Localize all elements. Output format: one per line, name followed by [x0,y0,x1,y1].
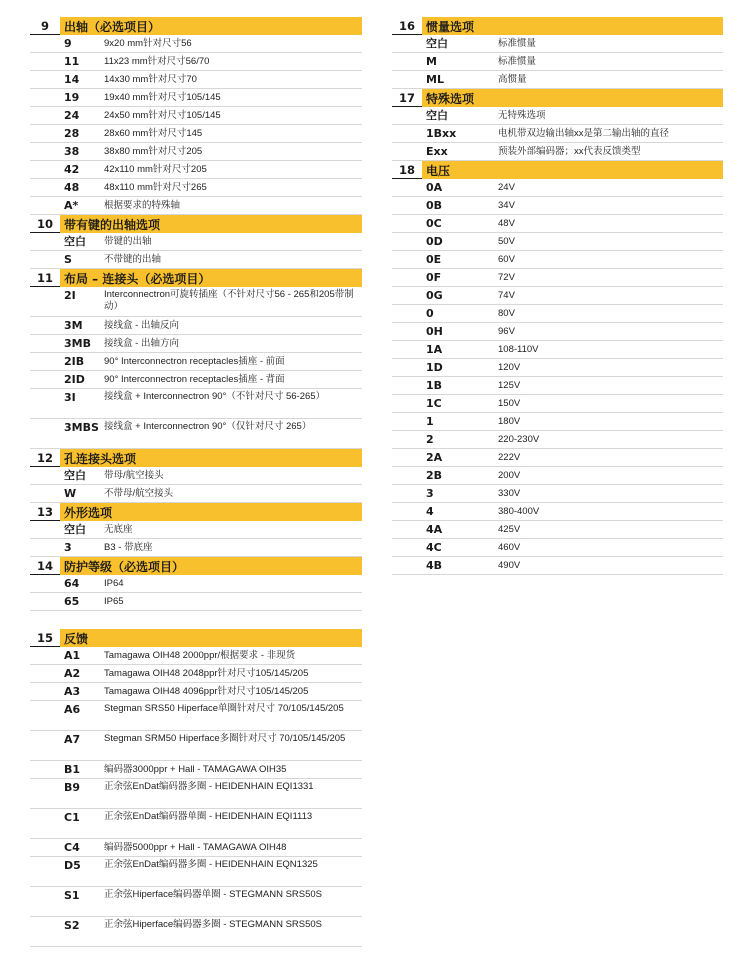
section-title: 出轴（必选项目） [60,17,362,35]
option-code: 0E [426,252,442,266]
section-10 [30,215,362,269]
option-description: 24x50 mm针对尺寸105/145 [104,109,221,121]
option-description: 34V [498,199,515,211]
option-row [30,857,362,887]
option-description: 19x40 mm针对尺寸105/145 [104,91,221,103]
option-row [392,431,723,449]
option-row [30,419,362,449]
option-row [30,917,362,947]
option-code: D5 [64,859,81,872]
option-row [30,371,362,389]
option-description: 74V [498,289,515,301]
section-number: 15 [30,629,60,647]
option-code: 空白 [64,468,86,482]
option-description: B3 - 带底座 [104,541,153,553]
option-row [392,35,723,53]
option-row [392,395,723,413]
option-code: 14 [64,72,80,86]
option-row [30,779,362,809]
section-number: 17 [392,89,422,107]
option-code: 2ID [64,372,85,386]
option-description: 标准惯量 [498,55,537,67]
option-code: 4B [426,558,443,572]
option-description: 90° Interconnectron receptacles插座 - 前面 [104,355,285,367]
option-description: Stegman SRM50 Hiperface多圈针对尺寸 70/105/145/205 [104,733,346,744]
option-row [30,593,362,611]
option-row [392,215,723,233]
section-title: 反馈 [60,629,362,647]
option-description: 预装外部编码器；xx代表反馈类型 [498,145,641,157]
option-description: 无底座 [104,523,133,535]
option-code: W [64,486,77,500]
option-row [30,353,362,371]
option-code: 空白 [426,108,448,122]
option-description: Tamagawa OIH48 4096ppr针对尺寸105/145/205 [104,685,309,697]
section-title: 孔连接头选项 [60,449,362,467]
option-row [30,233,362,251]
option-row [30,71,362,89]
option-description: 80V [498,307,515,319]
option-code: 2 [426,432,434,446]
option-code: 48 [64,180,80,194]
option-description: IP65 [104,595,124,607]
option-row [392,305,723,323]
section-header [30,215,362,233]
option-description: 108-110V [498,343,539,355]
option-code: 空白 [64,522,86,536]
option-description: 60V [498,253,515,265]
option-code: 42 [64,162,80,176]
option-description: 120V [498,361,521,373]
option-code: A1 [64,648,81,662]
option-description: 180V [498,415,521,427]
section-header [30,269,362,287]
option-row [392,539,723,557]
option-code: 3MB [64,336,91,350]
option-description: 带母/航空接头 [104,469,164,481]
option-description: 编码器5000ppr + Hall - TAMAGAWA OIH48 [104,841,287,853]
option-description: 标准惯量 [498,37,537,49]
option-row [392,287,723,305]
section-header [30,557,362,575]
option-row [30,887,362,917]
option-description: 28x60 mm针对尺寸145 [104,127,203,139]
section-number: 9 [30,17,60,35]
option-code: 0 [426,306,434,320]
option-code: 38 [64,144,80,158]
option-row [392,53,723,71]
option-code: M [426,54,437,68]
option-description: 330V [498,487,521,499]
option-description: 42x110 mm针对尺寸205 [104,163,207,175]
option-description: 高惯量 [498,73,527,85]
option-code: 0F [426,270,442,284]
option-row [30,467,362,485]
option-code: S [64,252,72,266]
option-description: 220-230V [498,433,540,445]
option-description: 9x20 mm针对尺寸56 [104,37,192,49]
option-code: ML [426,72,444,86]
option-code: C4 [64,840,80,854]
option-row [392,125,723,143]
section-number: 16 [392,17,422,35]
option-code: Exx [426,144,448,158]
option-description: 14x30 mm针对尺寸70 [104,73,197,85]
option-row [30,143,362,161]
option-description: 正余弦EnDat编码器多圈 - HEIDENHAIN EQN1325 [104,859,318,870]
option-description: 电机带双边输出轴xx是第二输出轴的直径 [498,127,670,139]
option-row [392,233,723,251]
option-description: 正余弦EnDat编码器多圈 - HEIDENHAIN EQI1331 [104,781,314,792]
option-code: C1 [64,811,80,824]
right-column [392,17,723,575]
option-row [392,413,723,431]
option-row [30,389,362,419]
option-description: 接线盒 + Interconnectron 90°（仅针对尺寸 265） [104,421,312,432]
option-row [30,575,362,593]
section-number: 14 [30,557,60,575]
option-row [30,701,362,731]
option-description: 编码器3000ppr + Hall - TAMAGAWA OIH35 [104,763,287,775]
option-description: 11x23 mm针对尺寸56/70 [104,55,210,67]
option-code: 1Bxx [426,126,457,140]
option-row [392,107,723,125]
option-description: 接线盒 + Interconnectron 90°（不针对尺寸 56-265） [104,391,326,402]
option-row [392,323,723,341]
option-row [30,647,362,665]
section-number: 13 [30,503,60,521]
section-title: 带有键的出轴选项 [60,215,362,233]
option-row [392,359,723,377]
option-row [392,467,723,485]
option-row [392,377,723,395]
option-row [30,107,362,125]
section-11 [30,269,362,449]
option-description: 125V [498,379,521,391]
section-header [30,503,362,521]
section-header [30,629,362,647]
option-row [30,197,362,215]
section-title: 特殊选项 [422,89,723,107]
option-row [392,179,723,197]
option-code: 65 [64,594,80,608]
option-code: 0D [426,234,443,248]
option-code: 4C [426,540,442,554]
section-number: 18 [392,161,422,179]
option-description: 150V [498,397,521,409]
option-description: 460V [498,541,521,553]
option-row [30,665,362,683]
option-code: 28 [64,126,80,140]
option-row [392,251,723,269]
option-code: 2IB [64,354,85,368]
section-12 [30,449,362,503]
option-description: 带键的出轴 [104,235,152,247]
section-header [30,17,362,35]
option-row [392,197,723,215]
option-code: 2I [64,289,76,302]
option-code: 3I [64,391,76,404]
option-code: 空白 [426,36,448,50]
option-row [30,809,362,839]
option-row [30,89,362,107]
section-18 [392,161,723,575]
section-number: 11 [30,269,60,287]
option-description: 222V [498,451,521,463]
option-row [30,839,362,857]
option-code: A* [64,198,79,212]
option-code: 11 [64,54,80,68]
option-description: Interconnectron可旋转插座（不针对尺寸56 - 265和205带制动） [104,289,354,312]
section-title: 外形选项 [60,503,362,521]
option-description: 正余弦EnDat编码器单圈 - HEIDENHAIN EQI1113 [104,811,313,822]
section-number: 10 [30,215,60,233]
section-title: 惯量选项 [422,17,723,35]
section-13 [30,503,362,557]
option-row [30,485,362,503]
option-code: 2A [426,450,443,464]
option-row [30,317,362,335]
option-code: 1 [426,414,434,428]
option-code: B9 [64,781,81,794]
option-description: 380-400V [498,505,540,517]
option-row [392,503,723,521]
option-description: 50V [498,235,515,247]
section-header [30,449,362,467]
option-code: 3 [426,486,434,500]
option-description: 72V [498,271,515,283]
section-9 [30,17,362,215]
section-title: 布局 – 连接头（必选项目） [60,269,362,287]
option-row [30,53,362,71]
option-code: S1 [64,889,80,902]
option-code: 0G [426,288,443,302]
section-header [392,89,723,107]
option-row [30,161,362,179]
option-description: 490V [498,559,521,571]
option-code: 9 [64,36,72,50]
option-code: A6 [64,703,81,716]
option-description: Tamagawa OIH48 2048ppr针对尺寸105/145/205 [104,667,309,679]
option-row [30,125,362,143]
option-description: 无特殊选项 [498,109,546,121]
option-description: 正余弦Hiperface编码器多圈 - STEGMANN SRS50S [104,919,323,930]
option-code: 3MBS [64,421,99,434]
option-code: 0H [426,324,443,338]
option-code: 1A [426,342,443,356]
section-title: 电压 [422,161,723,179]
option-description: 96V [498,325,515,337]
option-row [30,731,362,761]
option-code: 3 [64,540,72,554]
option-code: 19 [64,90,80,104]
section-header [392,161,723,179]
option-description: 200V [498,469,521,481]
section-15 [30,629,362,947]
section-number: 12 [30,449,60,467]
option-description: 根据要求的特殊轴 [104,199,181,211]
option-code: A3 [64,684,81,698]
option-code: 0B [426,198,443,212]
option-description: 不带母/航空接头 [104,487,174,499]
option-description: IP64 [104,577,124,589]
option-row [392,485,723,503]
left-column [30,17,362,611]
option-description: 24V [498,181,515,193]
option-row [392,71,723,89]
option-code: 0C [426,216,442,230]
option-row [30,539,362,557]
section-title: 防护等级（必选项目） [60,557,362,575]
option-description: 48V [498,217,515,229]
feedback-column [30,629,362,947]
option-code: S2 [64,919,80,932]
option-row [30,179,362,197]
option-row [392,557,723,575]
option-row [30,287,362,317]
option-code: 4A [426,522,443,536]
option-description: 接线盒 - 出轴反向 [104,319,179,331]
section-16 [392,17,723,89]
option-row [392,269,723,287]
option-code: 4 [426,504,434,518]
option-code: 3M [64,318,83,332]
option-code: 24 [64,108,80,122]
option-code: A2 [64,666,81,680]
option-row [392,341,723,359]
option-description: 48x110 mm针对尺寸265 [104,181,207,193]
section-header [392,17,723,35]
option-row [30,335,362,353]
option-code: B1 [64,762,81,776]
option-row [30,683,362,701]
option-row [392,449,723,467]
option-description: Tamagawa OIH48 2000ppr/根据要求 - 非现货 [104,649,296,661]
option-code: 空白 [64,234,86,248]
option-row [30,251,362,269]
section-17 [392,89,723,161]
option-description: 425V [498,523,521,535]
option-code: 64 [64,576,80,590]
option-row [30,761,362,779]
option-description: Stegman SRS50 Hiperface单圈针对尺寸 70/105/145/205 [104,703,344,714]
option-description: 不带键的出轴 [104,253,162,265]
option-description: 正余弦Hiperface编码器单圈 - STEGMANN SRS50S [104,889,323,900]
option-code: 2B [426,468,443,482]
option-row [30,35,362,53]
option-code: 1C [426,396,442,410]
option-row [392,521,723,539]
option-code: 1B [426,378,443,392]
option-code: 1D [426,360,443,374]
option-description: 接线盒 - 出轴方向 [104,337,179,349]
option-code: A7 [64,733,81,746]
section-14 [30,557,362,611]
option-row [30,521,362,539]
option-description: 90° Interconnectron receptacles插座 - 背面 [104,373,285,385]
option-description: 38x80 mm针对尺寸205 [104,145,203,157]
option-row [392,143,723,161]
option-code: 0A [426,180,443,194]
